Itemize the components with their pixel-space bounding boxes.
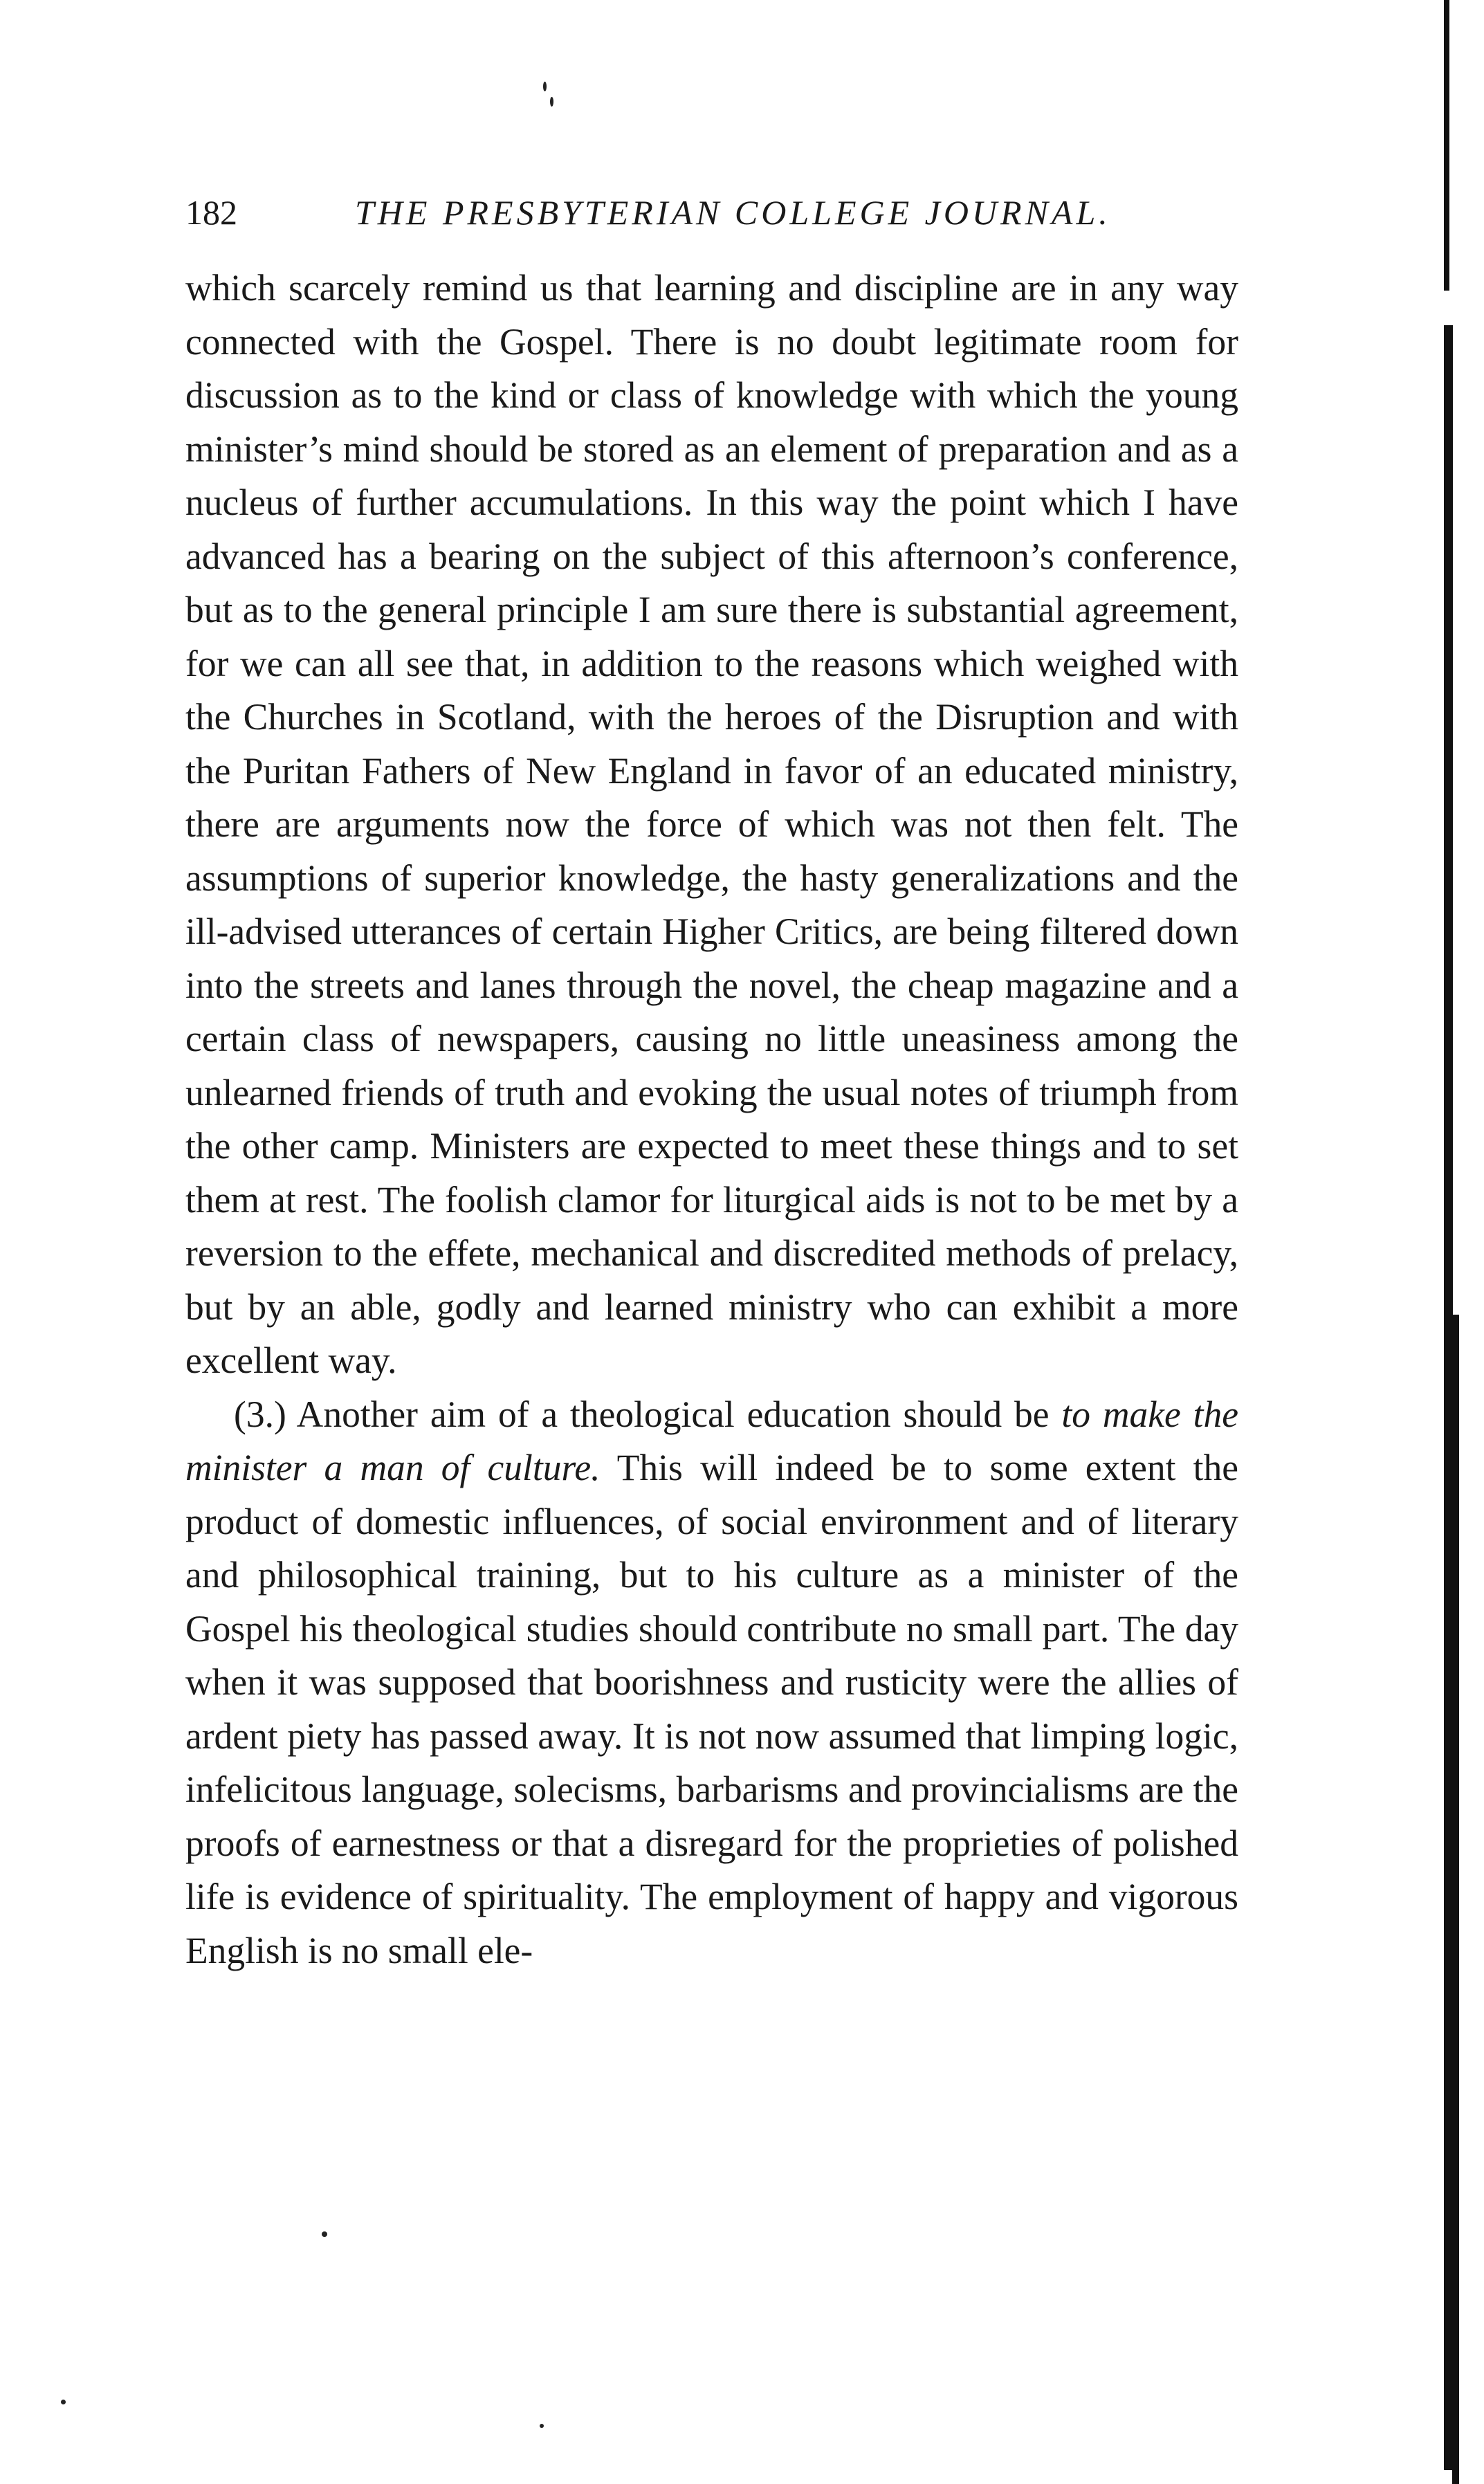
paragraph-culture bbox=[185, 1388, 1238, 1978]
paragraph-continued: which scarcely remind us that learning and discipline are in any way connected with the Gospel. There is no doubt legitimate room for discussion as to the kind or class of knowledge with which the young minister’s mind should be stored as an element of preparation and as a nucleus of further accumulations. In this way the point which I have advanced has a bearing on the subject of this afternoon’s conference, but as to the general principle I am sure there is substantial agreement, for we can all see that, in addition to the reasons which weighed with the Churches in Scotland, with the heroes of the Disruption and with the Puritan Fathers of New England in favor of an educated ministry, there are arguments now the force of which was not then felt. The assumptions of superior knowledge, the hasty generalizations and the ill-advised utterances of certain Higher Critics, are being filtered down into the streets and lanes through the novel, the cheap magazine and a certain class of newspapers, causing no little uneasiness among the unlearned friends of truth and evoking the usual notes of triumph from the other camp. Ministers are expected to meet these things and to set them at rest. The foolish clamor for liturgical aids is not to be met by a reversion to the effete, mechanical and discredited methods of prelacy, but by an able, godly and learned ministry who can exhibit a more excellent way. bbox=[185, 267, 1238, 1381]
page-header bbox=[185, 188, 1251, 237]
scan-speck bbox=[61, 2400, 66, 2404]
paragraph-lead: (3.) Another aim of a theological education should be bbox=[234, 1393, 1062, 1435]
emphasis-phrase: to make the minister a man of culture. bbox=[185, 1393, 1238, 1488]
scan-speck bbox=[322, 2231, 327, 2237]
body-text bbox=[185, 262, 1238, 1978]
scan-edge-shadow-top bbox=[1444, 0, 1449, 291]
scan-edge-shadow-lower bbox=[1452, 1315, 1459, 2484]
scan-speck bbox=[540, 2424, 544, 2428]
running-head: THE PRESBYTERIAN COLLEGE JOURNAL. bbox=[355, 193, 1111, 232]
page-number: 182 bbox=[185, 193, 237, 232]
scan-speck bbox=[550, 97, 553, 107]
paragraph-rest: This will indeed be to some extent the product of domestic influences, of social environment and of literary and philosophical training, but to his culture as a minister of the Gospel his theological studies should contribute no small part. The day when it was supposed that boorishness and rusticity were the allies of ardent piety has passed away. It is not now assumed that limping logic, infelicitous language, solecisms, barbarisms and provincialisms are the proofs of earnestness or that a disregard for the proprieties of polished life is evidence of spirituality. The employment of happy and vigorous English is no small ele- bbox=[185, 1447, 1238, 1971]
scan-speck bbox=[543, 82, 547, 91]
